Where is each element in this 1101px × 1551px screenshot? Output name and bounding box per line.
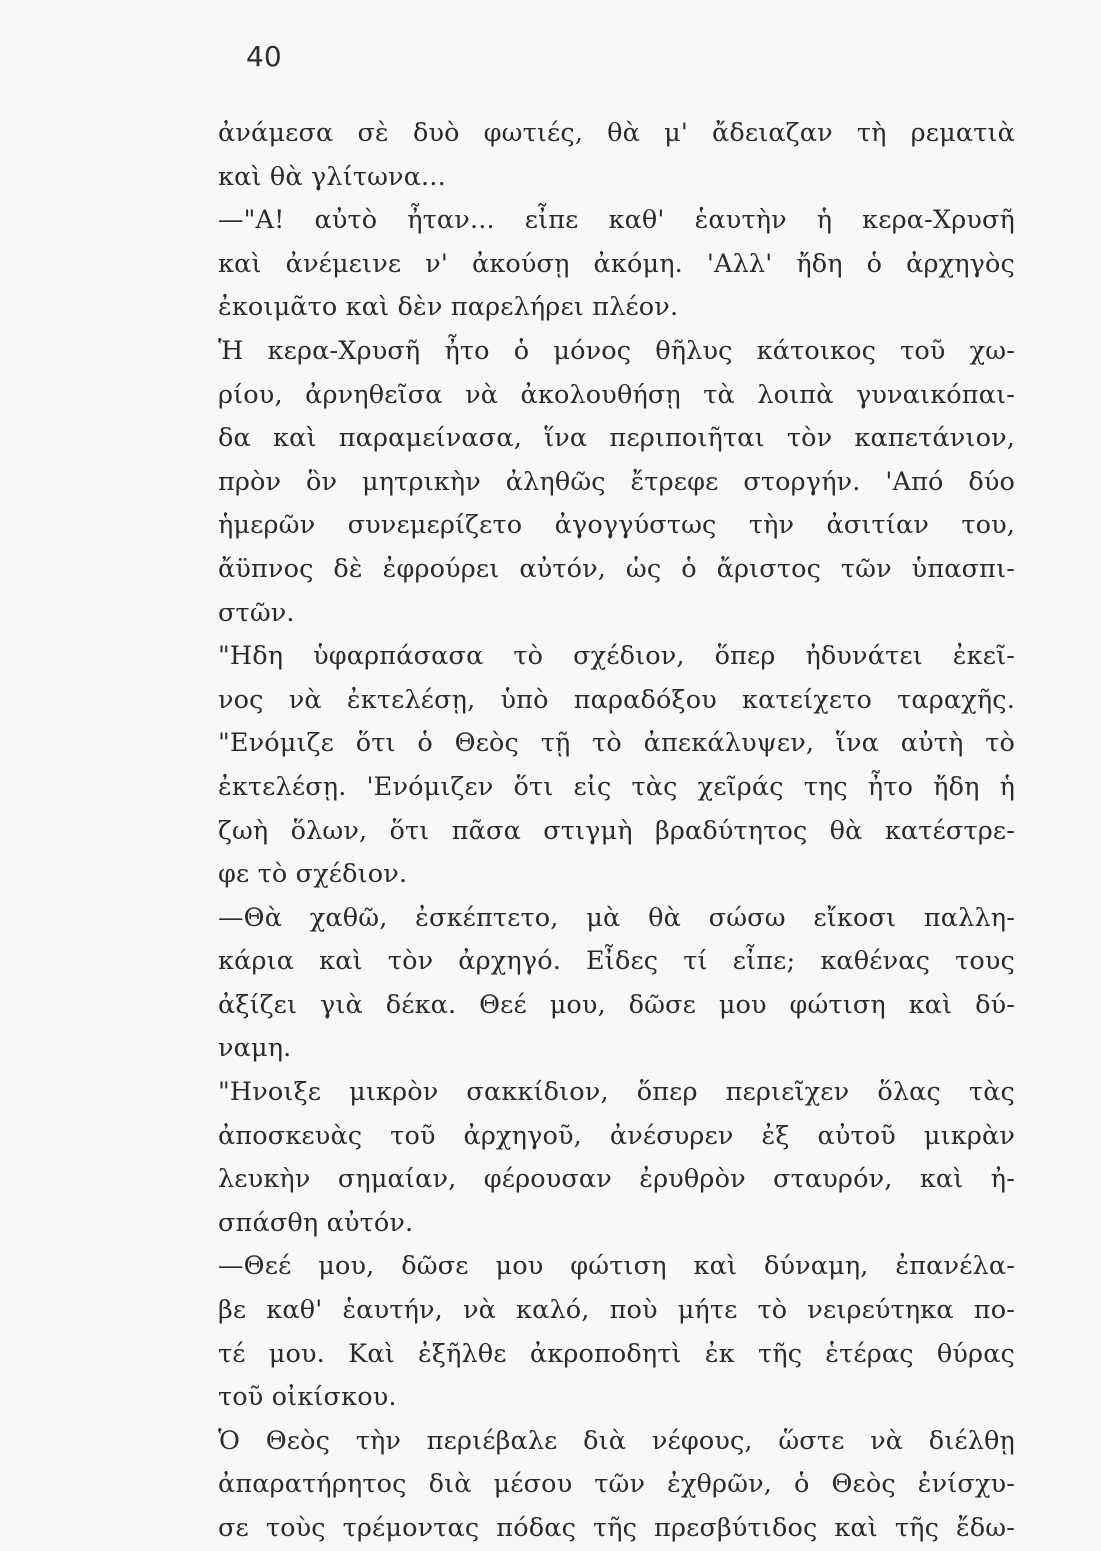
- text-line: "Ενόμιζε ὅτι ὁ Θεὸς τῇ τὸ ἀπεκάλυψεν, ἵνα αὐτὴ τὸ: [218, 728, 1015, 759]
- text-line: φε τὸ σχέδιον.: [218, 859, 408, 890]
- text-line: ἀξίζει γιὰ δέκα. Θεέ μου, δῶσε μου φώτιση καὶ δύ-: [218, 989, 1015, 1020]
- text-line: —Θεέ μου, δῶσε μου φώτιση καὶ δύναμη, ἐπανέλα-: [218, 1251, 1015, 1282]
- text-line: ἄϋπνος δὲ ἐφρούρει αὐτόν, ὡς ὁ ἄριστος τῶν ὑπασπι-: [218, 553, 1015, 584]
- text-line: ἡμερῶν συνεμερίζετο ἀγογγύστως τὴν ἀσιτίαν του,: [218, 510, 1015, 541]
- text-line: "Ηδη ὑφαρπάσασα τὸ σχέδιον, ὅπερ ἠδυνάτει ἐκεῖ-: [218, 641, 1015, 672]
- text-line: ζωὴ ὅλων, ὅτι πᾶσα στιγμὴ βραδύτητος θὰ κατέστρε-: [218, 815, 1015, 846]
- text-line: σε τοὺς τρέμοντας πόδας τῆς πρεσβύτιδος καὶ τῆς ἔδω-: [218, 1513, 1015, 1543]
- text-line: "Ηνοιξε μικρὸν σακκίδιον, ὅπερ περιεῖχεν ὅλας τὰς: [218, 1077, 1015, 1108]
- text-line: Ὁ Θεὸς τὴν περιέβαλε διὰ νέφους, ὥστε νὰ διέλθῃ: [218, 1425, 1015, 1456]
- text-line: ἀνάμεσα σὲ δυὸ φωτιές, θὰ μ' ἄδειαζαν τὴ ρεματιὰ: [218, 118, 1015, 148]
- text-line: ἐκοιμᾶτο καὶ δὲν παρελήρει πλέον.: [218, 292, 679, 323]
- text-line: τέ μου. Καὶ ἐξῆλθε ἀκροποδητὶ ἐκ τῆς ἑτέρας θύρας: [218, 1338, 1015, 1369]
- text-line: σπάσθη αὐτόν.: [218, 1207, 414, 1238]
- text-line: ἀποσκευὰς τοῦ ἀρχηγοῦ, ἀνέσυρεν ἐξ αὐτοῦ μικρὰν: [218, 1120, 1015, 1151]
- page-number: 40: [246, 40, 282, 73]
- text-line: —Θὰ χαθῶ, ἐσκέπτετο, μὰ θὰ σώσω εἴκοσι παλλη-: [218, 902, 1015, 933]
- text-line: ἐκτελέσῃ. 'Ενόμιζεν ὅτι εἰς τὰς χεῖράς της ἦτο ἤδη ἡ: [218, 771, 1015, 802]
- text-line: ἀπαρατήρητος διὰ μέσου τῶν ἐχθρῶν, ὁ Θεὸς ἐνίσχυ-: [218, 1469, 1015, 1500]
- text-line: Ἡ κερα-Χρυσῆ ἦτο ὁ μόνος θῆλυς κάτοικος τοῦ χω-: [218, 335, 1015, 366]
- text-line: καὶ θὰ γλίτωνα...: [218, 161, 446, 192]
- text-line: λευκὴν σημαίαν, φέρουσαν ἐρυθρὸν σταυρόν, καὶ ἠ-: [218, 1164, 1015, 1195]
- text-line: ρίου, ἀρνηθεῖσα νὰ ἀκολουθήσῃ τὰ λοιπὰ γυναικόπαι-: [218, 379, 1015, 410]
- text-line: ναμη.: [218, 1033, 292, 1064]
- text-line: στῶν.: [218, 597, 295, 628]
- text-line: κάρια καὶ τὸν ἀρχηγό. Εἶδες τί εἶπε; καθένας τους: [218, 946, 1015, 977]
- text-line: πρὸν ὃν μητρικὴν ἀληθῶς ἔτρεφε στοργήν. 'Από δύο: [218, 466, 1015, 497]
- text-line: καὶ ἀνέμεινε ν' ἀκούσῃ ἀκόμη. 'Αλλ' ἤδη ὁ ἀρχηγὸς: [218, 248, 1015, 279]
- text-line: τοῦ οἰκίσκου.: [218, 1382, 397, 1413]
- body-text: [218, 112, 1015, 1551]
- text-line: δα καὶ παραμείνασα, ἵνα περιποιῆται τὸν καπετάνιον,: [218, 423, 1015, 454]
- text-line: βε καθ' ἑαυτήν, νὰ καλό, ποὺ μήτε τὸ νειρεύτηκα πο-: [218, 1295, 1015, 1326]
- text-line: νος νὰ ἐκτελέσῃ, ὑπὸ παραδόξου κατείχετο ταραχῆς.: [218, 684, 1015, 715]
- text-line: —"Α! αὐτὸ ἦταν... εἶπε καθ' ἑαυτὴν ἡ κερα-Χρυσῆ: [218, 205, 1015, 236]
